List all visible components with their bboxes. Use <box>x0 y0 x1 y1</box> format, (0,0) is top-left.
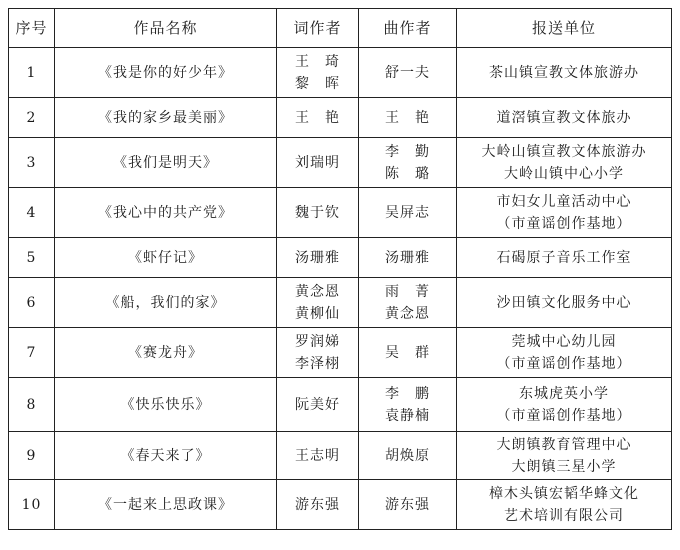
cell-composer-line: 王 艳 <box>385 109 430 126</box>
cell-composer-line: 黄念恩 <box>385 305 430 322</box>
cell-unit-line: 石碣原子音乐工作室 <box>496 249 632 266</box>
cell-lyricist-line: 黄柳仙 <box>295 305 340 322</box>
cell-no: 4 <box>9 188 55 238</box>
cell-lyricist-line: 王志明 <box>295 447 340 464</box>
cell-composer <box>359 278 457 328</box>
cell-title: 《我们是明天》 <box>55 138 277 188</box>
cell-no: 5 <box>9 238 55 278</box>
cell-no: 10 <box>9 480 55 530</box>
cell-lyricist <box>277 48 359 98</box>
cell-title: 《我是你的好少年》 <box>55 48 277 98</box>
cell-composer <box>359 188 457 238</box>
header-unit: 报送单位 <box>457 9 672 48</box>
cell-unit <box>457 188 672 238</box>
cell-unit-line: 大岭山镇中心小学 <box>504 165 624 182</box>
cell-unit-line: 大朗镇三星小学 <box>511 458 617 475</box>
cell-lyricist-line: 游东强 <box>295 496 340 513</box>
cell-unit <box>457 138 672 188</box>
cell-composer-line: 吴屏志 <box>385 204 430 221</box>
cell-no: 1 <box>9 48 55 98</box>
cell-unit-line: 沙田镇文化服务中心 <box>496 294 632 311</box>
cell-composer-line: 胡焕原 <box>385 447 430 464</box>
cell-composer-line: 游东强 <box>385 496 430 513</box>
cell-composer <box>359 328 457 378</box>
cell-unit <box>457 238 672 278</box>
table-row <box>9 278 672 328</box>
cell-lyricist <box>277 188 359 238</box>
cell-unit-line: 东城虎英小学 <box>519 385 609 402</box>
cell-unit-line: 艺术培训有限公司 <box>504 507 624 524</box>
cell-no: 7 <box>9 328 55 378</box>
cell-lyricist <box>277 378 359 432</box>
cell-unit <box>457 480 672 530</box>
cell-no: 2 <box>9 98 55 138</box>
cell-unit <box>457 378 672 432</box>
cell-lyricist <box>277 480 359 530</box>
cell-unit-line: 道滘镇宣教文体旅办 <box>496 109 632 126</box>
cell-lyricist-line: 黄念恩 <box>295 283 340 300</box>
cell-composer <box>359 98 457 138</box>
cell-no: 9 <box>9 432 55 480</box>
table-header-row <box>9 9 672 48</box>
table-row <box>9 432 672 480</box>
cell-unit-line: 大朗镇教育管理中心 <box>496 436 632 453</box>
cell-unit-line: 市妇女儿童活动中心 <box>496 193 632 210</box>
cell-composer-line: 李 鹏 <box>385 385 430 402</box>
cell-composer-line: 雨 菁 <box>385 283 430 300</box>
cell-unit-line: （市童谣创作基地） <box>496 407 632 424</box>
cell-composer <box>359 138 457 188</box>
cell-title: 《春天来了》 <box>55 432 277 480</box>
cell-composer-line: 汤珊雅 <box>385 249 430 266</box>
cell-title: 《快乐快乐》 <box>55 378 277 432</box>
cell-title: 《虾仔记》 <box>55 238 277 278</box>
cell-title: 《一起来上思政课》 <box>55 480 277 530</box>
header-composer: 曲作者 <box>359 9 457 48</box>
cell-unit <box>457 48 672 98</box>
cell-title: 《船，我们的家》 <box>55 278 277 328</box>
cell-lyricist <box>277 432 359 480</box>
cell-lyricist <box>277 278 359 328</box>
cell-no: 8 <box>9 378 55 432</box>
cell-unit-line: （市童谣创作基地） <box>496 215 632 232</box>
cell-lyricist-line: 王 琦 <box>295 53 340 70</box>
cell-unit <box>457 278 672 328</box>
cell-lyricist-line: 魏于钦 <box>295 204 340 221</box>
cell-composer <box>359 48 457 98</box>
cell-lyricist-line: 李泽栩 <box>295 355 340 372</box>
cell-unit <box>457 98 672 138</box>
cell-title: 《我的家乡最美丽》 <box>55 98 277 138</box>
cell-composer-line: 陈 璐 <box>385 165 430 182</box>
cell-lyricist <box>277 138 359 188</box>
cell-composer <box>359 238 457 278</box>
cell-lyricist-line: 阮美好 <box>295 396 340 413</box>
cell-unit <box>457 432 672 480</box>
cell-lyricist <box>277 238 359 278</box>
table-row <box>9 238 672 278</box>
cell-unit-line: 樟木头镇宏韬华蜂文化 <box>489 485 639 502</box>
cell-lyricist-line: 王 艳 <box>295 109 340 126</box>
header-lyricist: 词作者 <box>277 9 359 48</box>
cell-lyricist <box>277 98 359 138</box>
cell-composer-line: 李 勤 <box>385 143 430 160</box>
cell-composer-line: 舒一夫 <box>385 64 430 81</box>
cell-composer-line: 袁静楠 <box>385 407 430 424</box>
cell-composer <box>359 432 457 480</box>
cell-lyricist-line: 罗润娣 <box>295 333 340 350</box>
cell-unit-line: 茶山镇宣教文体旅游办 <box>489 64 639 81</box>
header-no: 序号 <box>9 9 55 48</box>
cell-no: 6 <box>9 278 55 328</box>
cell-title: 《我心中的共产党》 <box>55 188 277 238</box>
cell-lyricist-line: 刘瑞明 <box>295 154 340 171</box>
table-row <box>9 188 672 238</box>
table-row <box>9 328 672 378</box>
cell-unit <box>457 328 672 378</box>
cell-title: 《赛龙舟》 <box>55 328 277 378</box>
cell-composer <box>359 378 457 432</box>
cell-lyricist-line: 黎 晖 <box>295 75 340 92</box>
table-row <box>9 98 672 138</box>
cell-composer <box>359 480 457 530</box>
cell-unit-line: 莞城中心幼儿园 <box>511 333 617 350</box>
cell-unit-line: 大岭山镇宣教文体旅游办 <box>481 143 647 160</box>
cell-lyricist <box>277 328 359 378</box>
table-row <box>9 138 672 188</box>
header-title: 作品名称 <box>55 9 277 48</box>
cell-lyricist-line: 汤珊雅 <box>295 249 340 266</box>
table-row <box>9 480 672 530</box>
cell-composer-line: 吴 群 <box>385 344 430 361</box>
table-row <box>9 48 672 98</box>
cell-no: 3 <box>9 138 55 188</box>
table-row <box>9 378 672 432</box>
cell-unit-line: （市童谣创作基地） <box>496 355 632 372</box>
works-table <box>8 8 672 530</box>
